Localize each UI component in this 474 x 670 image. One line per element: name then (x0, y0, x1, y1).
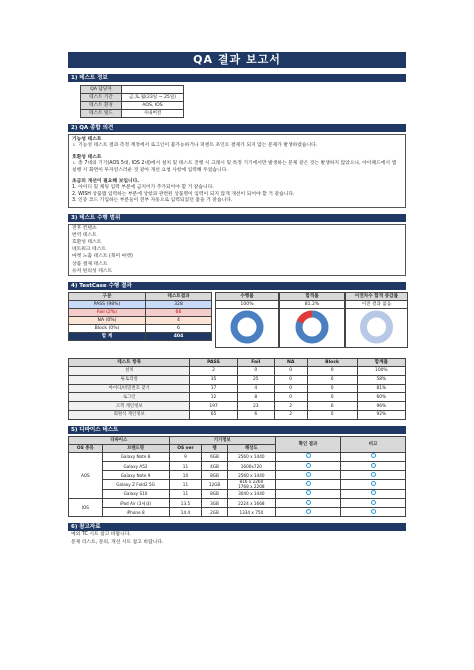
per-item-row (69, 375, 406, 384)
info-row (81, 94, 184, 102)
device-ver: 13.5 (169, 499, 202, 508)
opinion-heading-compat: 호환성 테스트 (72, 154, 102, 160)
per-item-row (69, 384, 406, 393)
check-circle-icon (371, 481, 376, 486)
metric-header: 이전차수 합격 증감률 (345, 292, 408, 301)
per-item-cell: 0 (274, 367, 307, 376)
device-name: Galaxy Z Fold2 5G (102, 480, 169, 489)
device-ver: 14.4 (169, 508, 202, 517)
testcase-summary (68, 292, 406, 352)
testcase-row (69, 317, 212, 325)
per-item-header: 테스트 항목 (69, 359, 190, 367)
device-ram: 8GB (202, 471, 227, 480)
check-circle-icon (306, 490, 311, 495)
device-ram: 12GB (202, 480, 227, 489)
device-table (68, 436, 406, 518)
col-category: 구분 (69, 293, 146, 301)
per-item-cell: 4 (237, 384, 274, 393)
device-ram: 3GB (202, 499, 227, 508)
per-item-cell: 92% (357, 411, 405, 420)
per-item-cell: 0 (307, 367, 357, 376)
device-res: 1600x720 (227, 462, 275, 471)
info-row (81, 86, 184, 94)
device-result (276, 480, 341, 489)
per-item-cell: 0 (274, 393, 307, 402)
per-item-cell: 6 (237, 411, 274, 420)
device-name: Galaxy S10 (102, 489, 169, 498)
device-note (341, 480, 406, 489)
scope-item: 상품 결제 테스트 (72, 261, 108, 267)
check-circle-icon (306, 463, 311, 468)
device-ram: 4GB (202, 462, 227, 471)
scope-item: 호환성 테스트 (72, 240, 102, 246)
per-item-cell: 6 (307, 402, 357, 411)
per-item-cell: 25 (237, 375, 274, 384)
section-scope-header: 3) 테스트 수행 범위 (68, 214, 406, 222)
metric-donut-box (279, 307, 345, 348)
scope-item: 전후 컨텐츠 (72, 225, 97, 231)
testcase-label: NA (0%) (69, 317, 146, 325)
per-item-header: NA (274, 359, 307, 367)
device-note (341, 489, 406, 498)
per-item-header-row (69, 359, 406, 367)
metric-header: 수행률 (215, 292, 279, 301)
device-res: 2224 x 1668 (227, 499, 275, 508)
metric-donut-box (345, 307, 408, 348)
testcase-value: 328 (145, 301, 211, 309)
per-item-cell: 0 (307, 411, 357, 420)
device-res: 2560 x 1440 (227, 471, 275, 480)
device-result (276, 489, 341, 498)
check-circle-icon (371, 490, 376, 495)
opinion-text-functional: ㄴ 기능성 테스트 결과 측정 계정에서 로그인이 불가능하거나 퍼센트 포인트 결제가 되지 않는 문제가 발생하였습니다. (72, 143, 318, 149)
opinion-heading-functional: 기능성 테스트 (72, 137, 102, 142)
device-row (69, 452, 406, 461)
per-item-cell: 0 (307, 384, 357, 393)
device-name: Galaxy A52 (102, 462, 169, 471)
device-res: 1334 x 750 (227, 508, 275, 517)
device-note (341, 462, 406, 471)
device-res: 3040 x 1440 (227, 489, 275, 498)
opinion-list-3: 3. 인증 코드 기입하는 부분들이 전부 자동으로 입력되었던 좋을 거 같습니다. (72, 198, 233, 204)
opinion-box (68, 134, 406, 208)
metric-donut-chart (216, 307, 278, 347)
device-ver: 10 (169, 471, 202, 480)
device-ram: 6GB (202, 452, 227, 461)
per-item-cell: 81% (357, 384, 405, 393)
scope-list (68, 224, 406, 276)
check-circle-icon (371, 463, 376, 468)
per-item-header: Block (307, 359, 357, 367)
reference-item: 예외 TC 시트 참고 바랍니다. (71, 532, 131, 538)
device-result (276, 462, 341, 471)
per-item-cell: 60% (357, 393, 405, 402)
per-item-cell: 0 (307, 393, 357, 402)
scope-item: 번역 테스트 (72, 232, 97, 238)
device-subheader: 해상도 (227, 444, 275, 452)
info-label: QA 담당자 (81, 86, 122, 94)
per-item-cell: 65 (190, 411, 237, 420)
total-label: 합 계 (69, 333, 146, 341)
per-item-cell: 로그인 (69, 393, 190, 402)
per-item-header: Fail (237, 359, 274, 367)
metric-donut-chart (280, 307, 344, 347)
per-item-cell: 35 (190, 375, 237, 384)
check-circle-icon (371, 472, 376, 477)
per-item-cell: 12 (190, 393, 237, 402)
check-circle-icon (306, 481, 311, 486)
testcase-row (69, 301, 212, 309)
section-device-header: 5) 디바이스 테스트 (68, 426, 406, 434)
device-ram: 2GB (202, 508, 227, 517)
opinion-heading-improve: 초금의 개선이 필요해 보입니다. (72, 179, 140, 185)
device-group-header: 디바이스 (69, 436, 170, 444)
per-item-cell: 58% (357, 375, 405, 384)
device-result (276, 508, 341, 517)
device-subheader: OS 종류 (69, 444, 103, 452)
testcase-value: 6 (145, 325, 211, 333)
device-name: Galaxy Note 9 (102, 471, 169, 480)
info-value: 금,토,월(23일 ~ 25일) (122, 94, 184, 102)
device-row (69, 480, 406, 489)
device-ver: 11 (169, 480, 202, 489)
testcase-value: 4 (145, 317, 211, 325)
device-name: Galaxy Note 8 (102, 452, 169, 461)
section-testcase-header: 4) TestCase 수행 결과 (68, 282, 406, 290)
device-result-header: 확인 결과 (276, 436, 341, 452)
per-item-row (69, 367, 406, 376)
device-result (276, 499, 341, 508)
device-subheader: OS ver (169, 444, 202, 452)
metric-value: 81.2% (279, 300, 345, 309)
device-ram: 8GB (202, 489, 227, 498)
testcase-label: Fail (2%) (69, 309, 146, 317)
per-item-cell: 2 (274, 402, 307, 411)
section-opinion-header: 2) QA 종합 의견 (68, 124, 406, 132)
device-ver: 11 (169, 462, 202, 471)
info-value (122, 86, 184, 94)
info-value: AOS, IOS (122, 102, 184, 110)
info-row (81, 102, 184, 110)
per-item-header: 합계률 (357, 359, 405, 367)
per-item-cell: 96% (357, 402, 405, 411)
check-circle-icon (371, 500, 376, 505)
device-subheader: 램 (202, 444, 227, 452)
testcase-label: PASS (98%) (69, 301, 146, 309)
device-os: IOS (69, 499, 103, 517)
device-res: 816 x 2260 1768 x 2208 (227, 480, 275, 489)
testcase-label: Block (0%) (69, 325, 146, 333)
per-item-row (69, 393, 406, 402)
device-row (69, 471, 406, 480)
per-item-cell: 2 (274, 411, 307, 420)
total-value: 404 (145, 333, 211, 341)
device-note (341, 508, 406, 517)
metric-donut-chart (346, 307, 407, 347)
device-note (341, 452, 406, 461)
scope-item: 유저 편의성 테스트 (72, 268, 113, 274)
testcase-value: 66 (145, 309, 211, 317)
testcase-result-table (68, 292, 212, 341)
per-item-cell: 0 (307, 375, 357, 384)
check-circle-icon (306, 509, 311, 514)
opinion-list-1: 1. 아이디 및 채팅 입력 부분에 금지어가 추가되어야 할 거 같습니다. (72, 185, 214, 191)
per-item-cell: 100% (357, 367, 405, 376)
per-item-cell: 설치 (69, 367, 190, 376)
info-label: 테스트 빌드 (81, 110, 122, 118)
per-item-cell: 0 (274, 384, 307, 393)
metric-donut-box (215, 307, 279, 348)
per-item-cell: 2 (190, 367, 237, 376)
testcase-row (69, 309, 212, 317)
opinion-list-2: 2. WISH 상품탭 입력하는 부분에 상항과 관련된 상품명이 입력이 되지 않게 개선이 되어야 할 거 같습니다. (72, 191, 295, 197)
per-item-cell: 아이디/비밀번호 찾기 (69, 384, 190, 393)
per-item-cell: 23 (237, 402, 274, 411)
device-ver: 11 (169, 489, 202, 498)
info-table (80, 85, 184, 118)
reference-item: 문제 리스트, 문의, 개선 시트 참고 바랍니다. (71, 540, 164, 546)
donut-arc (234, 314, 260, 340)
device-result (276, 452, 341, 461)
section-ref-header: 6) 참고자료 (68, 523, 406, 531)
per-item-cell: 튜토리얼 (69, 375, 190, 384)
per-item-cell: 17 (190, 384, 237, 393)
check-circle-icon (306, 453, 311, 458)
scope-item: 마켓 노출 테스트 (북미 마켓) (72, 254, 133, 260)
info-label: 테스트 기간 (81, 94, 122, 102)
device-row (69, 508, 406, 517)
device-ver: 9 (169, 452, 202, 461)
info-label: 테스트 환경 (81, 102, 122, 110)
donut-track (364, 314, 390, 340)
device-info-header: 기기정보 (169, 436, 275, 444)
metric-value: 이전 결과 없음 (345, 300, 408, 309)
per-item-table (68, 358, 406, 420)
per-item-row (69, 411, 406, 420)
per-item-cell: 고객 게인정보 (69, 402, 190, 411)
device-subheader: 브랜드명 (102, 444, 169, 452)
per-item-cell: 0 (237, 367, 274, 376)
device-note (341, 499, 406, 508)
device-os: AOS (69, 452, 103, 498)
scope-item: 네트워크 테스트 (72, 247, 106, 253)
per-item-cell: 회원식 게인정보 (69, 411, 190, 420)
report-title: QA 결과 보고서 (68, 52, 406, 68)
metric-header: 합격률 (279, 292, 345, 301)
check-circle-icon (371, 509, 376, 514)
device-name: iPad Air (3세대) (102, 499, 169, 508)
section-info-header: 1) 테스트 정보 (68, 74, 406, 82)
testcase-row (69, 325, 212, 333)
device-row (69, 462, 406, 471)
per-item-row (69, 402, 406, 411)
metric-value: 100% (215, 300, 279, 309)
report-page (68, 52, 406, 547)
device-name: iPhone 8 (102, 508, 169, 517)
col-result: 테스트결과 (145, 293, 211, 301)
check-circle-icon (371, 453, 376, 458)
per-item-cell: 197 (190, 402, 237, 411)
device-row (69, 499, 406, 508)
per-item-header: PASS (190, 359, 237, 367)
device-row (69, 489, 406, 498)
info-row (81, 110, 184, 118)
device-result (276, 471, 341, 480)
info-value: 사내버전 (122, 110, 184, 118)
device-note-header: 비고 (341, 436, 406, 452)
per-item-cell: 8 (237, 393, 274, 402)
per-item-cell: 0 (274, 375, 307, 384)
check-circle-icon (306, 500, 311, 505)
check-circle-icon (306, 472, 311, 477)
device-note (341, 471, 406, 480)
opinion-text-compat: ㄴ 총 7대의 기기(AOS 5대, IOS 2대)에서 설치 및 테스트 진행 시 크래시 및 특정 기기에서만 발생하는 문제 같은 것는 발생하지 않았으나, 아이패드에서 앱 실행 시 화면이 투자연스러운 것 같아 개선 요청 사항에 입력해 두었습니다. (72, 161, 397, 173)
device-res: 2560 x 1440 (227, 452, 275, 461)
